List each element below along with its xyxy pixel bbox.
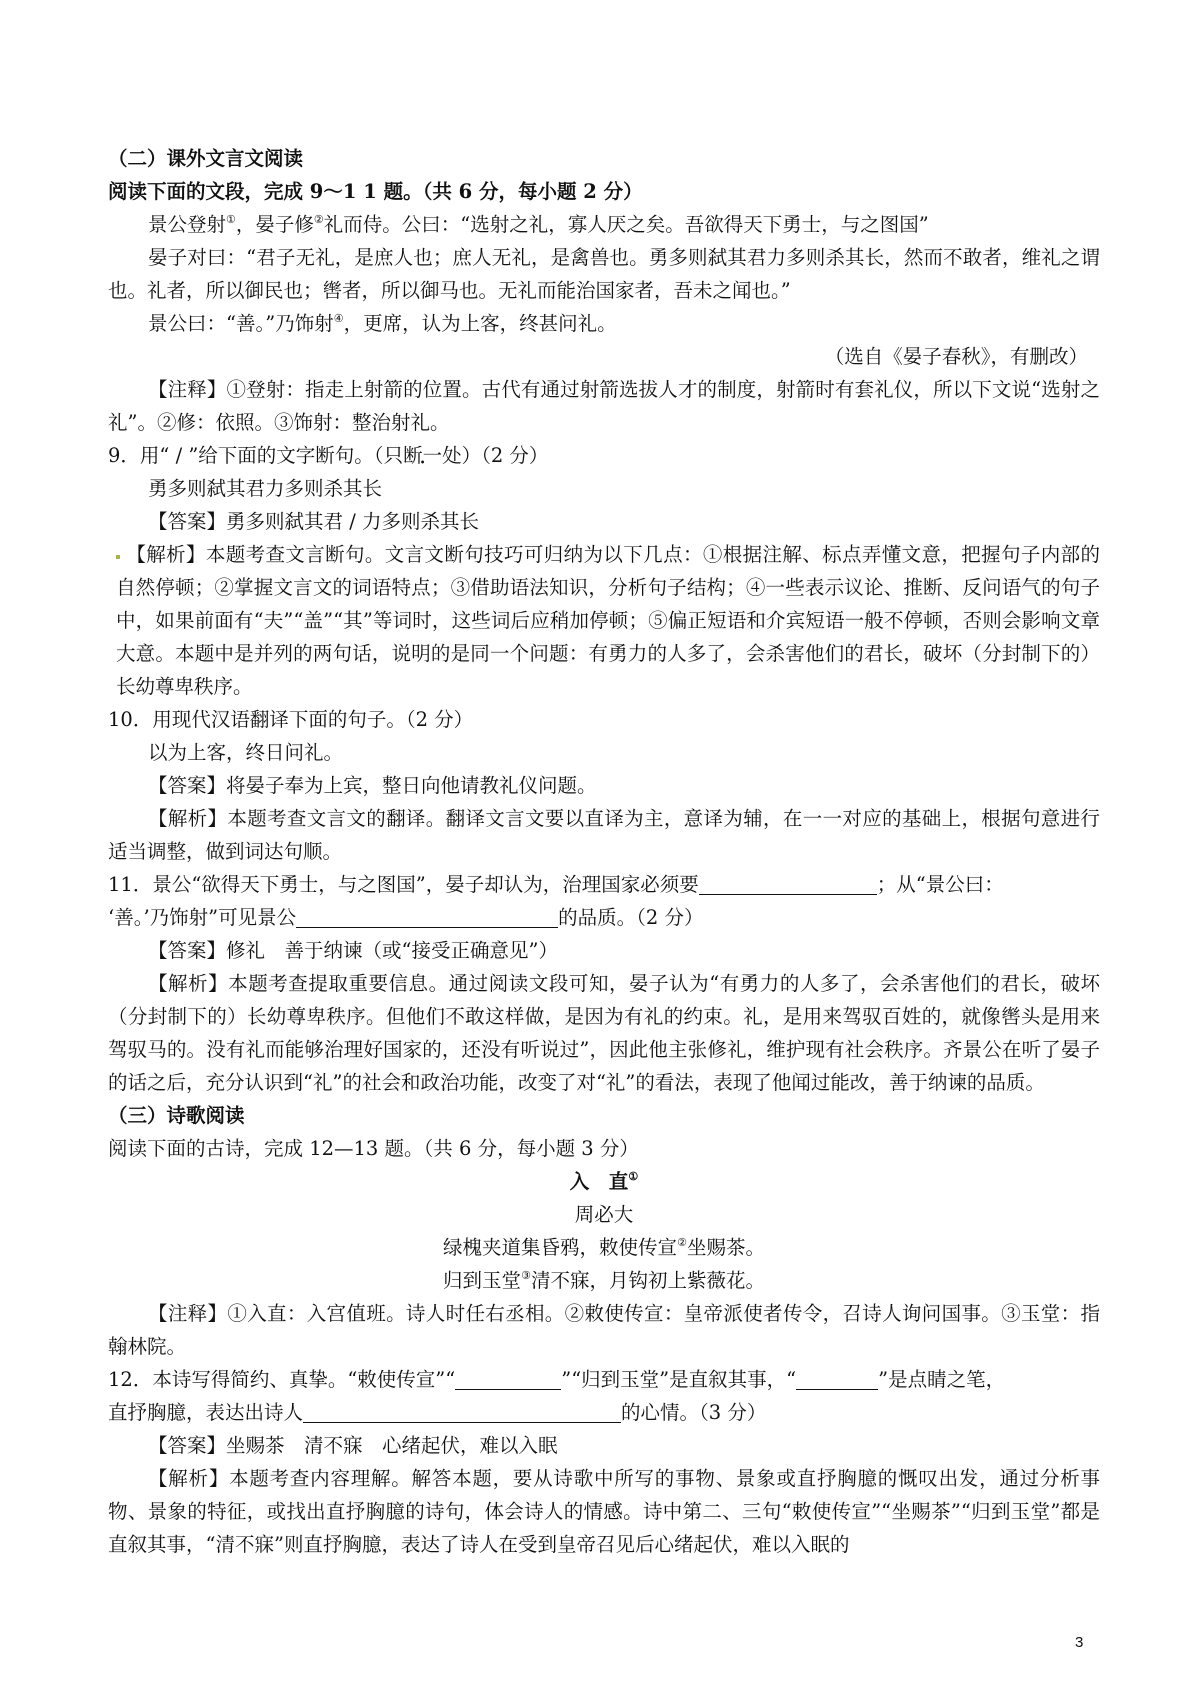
question-9-answer: 【答案】勇多则弑其君 / 力多则杀其长 — [148, 510, 479, 533]
document-page — [108, 142, 1100, 1561]
question-10-answer: 【答案】将晏子奉为上宾，整日向他请教礼仪问题。 — [148, 774, 597, 797]
passage-source: （选自《晏子春秋》，有删改） — [824, 345, 1088, 368]
question-11-stem-line1: 11．景公“欲得天下勇士，与之图国”，晏子却认为，治理国家必须要 ；从“景公曰： — [108, 873, 1004, 896]
question-11-stem-line2: ‘善。’乃饰射”可见景公 的品质。（2 分） — [108, 906, 704, 929]
question-9-analysis: 【解析】本题考查文言断句。文言文断句技巧可归纳为以下几点：①根据注解、标点弄懂文意，把握句子内部的自然停顿；②掌握文言文的词语特点；③借助语法知识，分析句子结构；④一些表示议论、推断、反问语气的句子中，如果前面有“夫”“盖”“其”等词时，这些词后应稍加停顿；⑤偏正短语和介宾短语一般不停顿，否则会影响文章大意。本题中是并列的两句话，说明的是同一个问题：有勇力的人多了，会杀害他们的君长，破坏（分封制下的）长幼尊卑秩序。 — [116, 543, 1100, 698]
section-heading-poetry: （三）诗歌阅读 — [108, 1104, 245, 1127]
question-9-stem: 9．用“ / ”给下面的文字断句。（只断一处）（2 分） — [108, 444, 549, 467]
question-12-answer: 【答案】坐赐茶 清不寐 心绪起伏，难以入眠 — [148, 1434, 558, 1457]
poem-line-2: 归到玉堂③清不寐，月钩初上紫薇花。 — [443, 1269, 765, 1292]
answer-blank[interactable] — [796, 1367, 878, 1390]
section-heading-classical: （二）课外文言文阅读 — [108, 147, 304, 170]
answer-blank[interactable] — [699, 872, 877, 895]
passage-paragraph-2: 晏子对曰：“君子无礼，是庶人也；庶人无礼，是禽兽也。勇多则弑其君力多则杀其长，然而不敢者，维礼之谓也。礼者，所以御民也；辔者，所以御马也。无礼而能治国家者，吾未之闻也。” — [108, 246, 1100, 302]
question-12-stem-line2: 直抒胸臆，表达出诗人 的心情。（3 分） — [108, 1401, 767, 1424]
answer-blank[interactable] — [455, 1367, 561, 1390]
poem-author: 周必大 — [574, 1203, 634, 1226]
poem-line-1: 绿槐夹道集昏鸦，敕使传宣②坐赐茶。 — [443, 1236, 765, 1259]
question-9-text: 勇多则弑其君力多则杀其长 — [148, 477, 383, 500]
question-10-text: 以为上客，终日问礼。 — [148, 741, 344, 764]
passage-notes: 【注释】①登射：指走上射箭的位置。古代有通过射箭选拔人才的制度，射箭时有套礼仪，所以下文说“选射之礼”。②修：依照。③饰射：整治射礼。 — [108, 378, 1100, 434]
question-12-analysis: 【解析】本题考查内容理解。解答本题，要从诗歌中所写的事物、景象或直抒胸臆的慨叹出发，通过分析事物、景象的特征，或找出直抒胸臆的诗句，体会诗人的情感。诗中第二、三句“敕使传宣”“坐赐茶”“归到玉堂”都是直叙其事，“清不寐”则直抒胸臆，表达了诗人在受到皇帝召见后心绪起伏，难以入眠的 — [108, 1467, 1100, 1556]
passage-paragraph-3: 景公曰：“善。”乃饰射④，更席，认为上客，终甚问礼。 — [148, 312, 617, 335]
question-10-analysis: 【解析】本题考查文言文的翻译。翻译文言文要以直译为主，意译为辅，在一一对应的基础上，根据句意进行适当调整，做到词达句顺。 — [108, 807, 1100, 863]
poem-notes: 【注释】①入直：入宫值班。诗人时任右丞相。②敕使传宣：皇帝派使者传令，召诗人询问国事。③玉堂：指翰林院。 — [108, 1302, 1100, 1358]
poetry-instruction: 阅读下面的古诗，完成 12—13 题。（共 6 分，每小题 3 分） — [108, 1137, 639, 1160]
question-11-analysis: 【解析】本题考查提取重要信息。通过阅读文段可知，晏子认为“有勇力的人多了，会杀害他们的君长，破坏（分封制下的）长幼尊卑秩序。但他们不敢这样做，是因为有礼的约束。礼，是用来驾驭百姓的，就像辔头是用来驾驭马的。没有礼而能够治理好国家的，还没有听说过”，因此他主张修礼，维护现有社会秩序。齐景公在听了晏子的话之后，充分认识到“礼”的社会和政治功能，改变了对“礼”的看法，表现了他闻过能改，善于纳谏的品质。 — [108, 972, 1100, 1094]
highlight-marker — [116, 555, 120, 559]
passage-paragraph-1: 景公登射①，晏子修②礼而侍。公曰：“选射之礼，寡人厌之矣。吾欲得天下勇士，与之图国” — [148, 213, 929, 236]
question-12-stem-line1: 12．本诗写得简约、真挚。“敕使传宣”“ ”“归到玉堂”是直叙其事，“ ”是点睛之笔， — [108, 1368, 1006, 1391]
poem-title: 入 直① — [569, 1170, 639, 1193]
answer-blank[interactable] — [296, 905, 558, 928]
question-10-stem: 10．用现代汉语翻译下面的句子。（2 分） — [108, 708, 474, 731]
page-number: 3 — [1075, 1634, 1084, 1651]
answer-blank[interactable] — [303, 1400, 621, 1423]
question-11-answer: 【答案】修礼 善于纳谏（或“接受正确意见”） — [148, 939, 558, 962]
section-instruction: 阅读下面的文段，完成 9～1 1 题。（共 6 分，每小题 2 分） — [108, 180, 643, 203]
